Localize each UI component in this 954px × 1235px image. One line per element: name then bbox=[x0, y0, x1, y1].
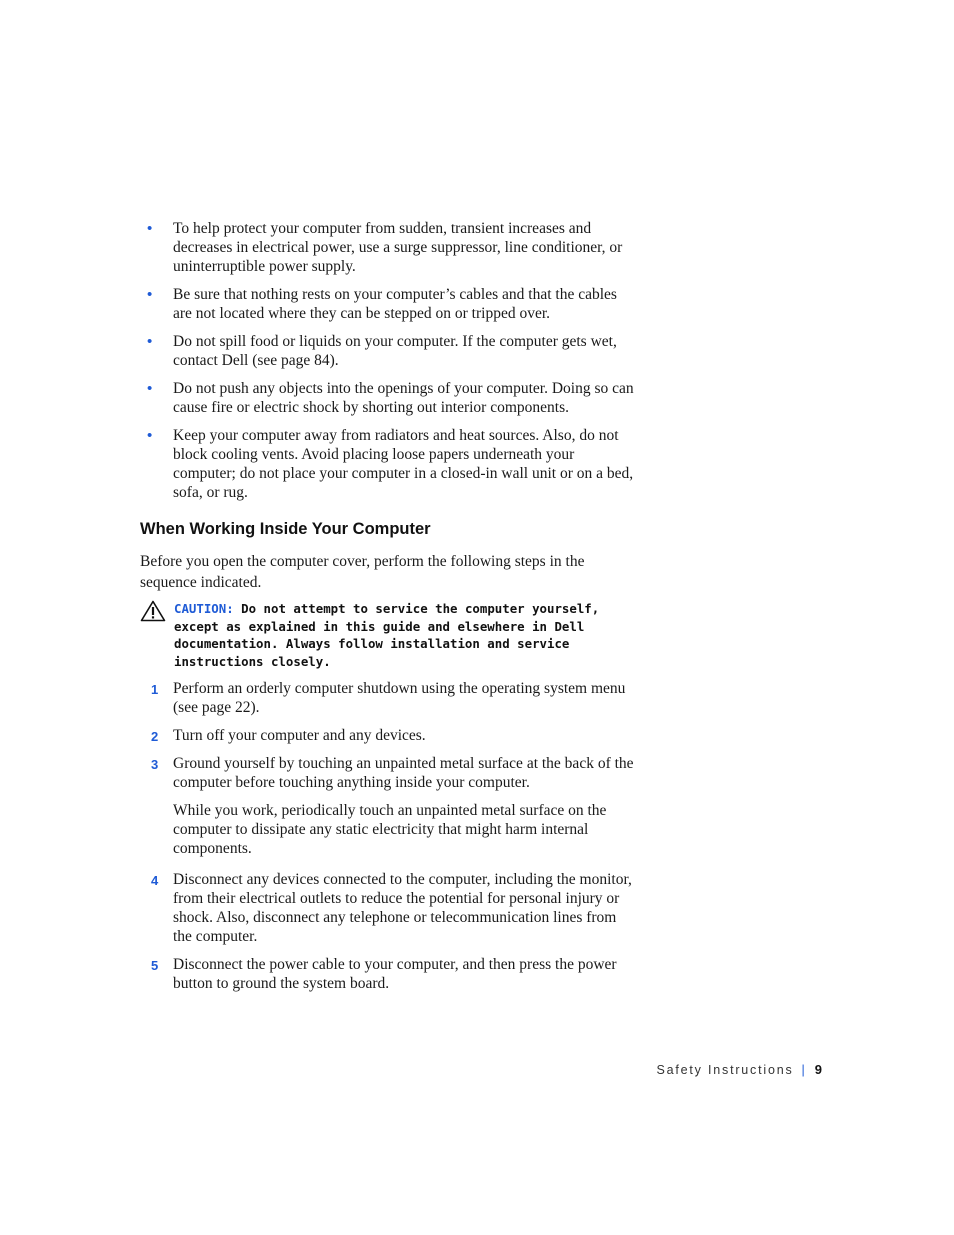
footer-separator: | bbox=[801, 1063, 805, 1077]
caution-label: CAUTION: bbox=[174, 601, 234, 616]
caution-notice bbox=[140, 600, 620, 670]
bullet-icon: • bbox=[147, 286, 153, 303]
list-item bbox=[147, 285, 637, 323]
caution-text-block bbox=[174, 600, 620, 670]
bullet-icon: • bbox=[147, 380, 153, 397]
bullet-icon: • bbox=[147, 333, 153, 350]
step-item bbox=[147, 754, 637, 858]
list-item bbox=[147, 219, 637, 276]
bullet-icon: • bbox=[147, 427, 153, 444]
step-number: 2 bbox=[151, 729, 159, 744]
step-number: 3 bbox=[151, 757, 159, 772]
step-item bbox=[147, 870, 637, 946]
step-item bbox=[147, 679, 637, 717]
step-number: 4 bbox=[151, 873, 159, 888]
step-item bbox=[147, 726, 637, 745]
safety-bullet-list bbox=[147, 219, 637, 511]
step-number: 1 bbox=[151, 682, 159, 697]
page-number: 9 bbox=[814, 1062, 822, 1077]
steps-list bbox=[147, 679, 637, 1002]
step-text: Ground yourself by touching an unpainted metal surface at the back of the computer before touching anything inside your computer. bbox=[173, 755, 634, 791]
page-footer bbox=[656, 1062, 822, 1077]
bullet-icon: • bbox=[147, 220, 153, 237]
bullet-text: Do not push any objects into the openings of your computer. Doing so can cause fire or electric shock by shorting out interior components. bbox=[173, 380, 634, 416]
section-intro: Before you open the computer cover, perform the following steps in the sequence indicated. bbox=[140, 553, 585, 591]
caution-message: Do not attempt to service the computer yourself, except as explained in this guide and elsewhere in Dell documentation. Always follow installation and service instructions closely. bbox=[174, 601, 600, 669]
list-item bbox=[147, 332, 637, 370]
step-text: Turn off your computer and any devices. bbox=[173, 727, 426, 744]
list-item bbox=[147, 426, 637, 502]
step-text: Perform an orderly computer shutdown using the operating system menu (see page 22). bbox=[173, 680, 626, 716]
section-heading: When Working Inside Your Computer bbox=[140, 520, 431, 538]
bullet-text: Do not spill food or liquids on your computer. If the computer gets wet, contact Dell (see page 84). bbox=[173, 333, 617, 369]
list-item bbox=[147, 379, 637, 417]
footer-section-title: Safety Instructions bbox=[656, 1063, 794, 1077]
step-number: 5 bbox=[151, 958, 159, 973]
warning-triangle-icon bbox=[140, 600, 166, 622]
step-note: While you work, periodically touch an unpainted metal surface on the computer to dissipate any static electricity that might harm internal components. bbox=[173, 802, 607, 857]
step-text: Disconnect any devices connected to the computer, including the monitor, from their electrical outlets to reduce the potential for personal injury or shock. Also, disconnect any telephone or telecommunication lines from the computer. bbox=[173, 871, 632, 945]
bullet-text: To help protect your computer from sudden, transient increases and decreases in electrical power, use a surge suppressor, line conditioner, or uninterruptible power supply. bbox=[173, 220, 623, 275]
bullet-text: Keep your computer away from radiators and heat sources. Also, do not block cooling vents. Avoid placing loose papers underneath your computer; do not place your computer in a closed-in wall unit or on a bed, sofa, or rug. bbox=[173, 427, 634, 501]
step-item bbox=[147, 955, 637, 993]
bullet-text: Be sure that nothing rests on your computer’s cables and that the cables are not located where they can be stepped on or tripped over. bbox=[173, 286, 617, 322]
step-text: Disconnect the power cable to your computer, and then press the power button to ground the system board. bbox=[173, 956, 617, 992]
